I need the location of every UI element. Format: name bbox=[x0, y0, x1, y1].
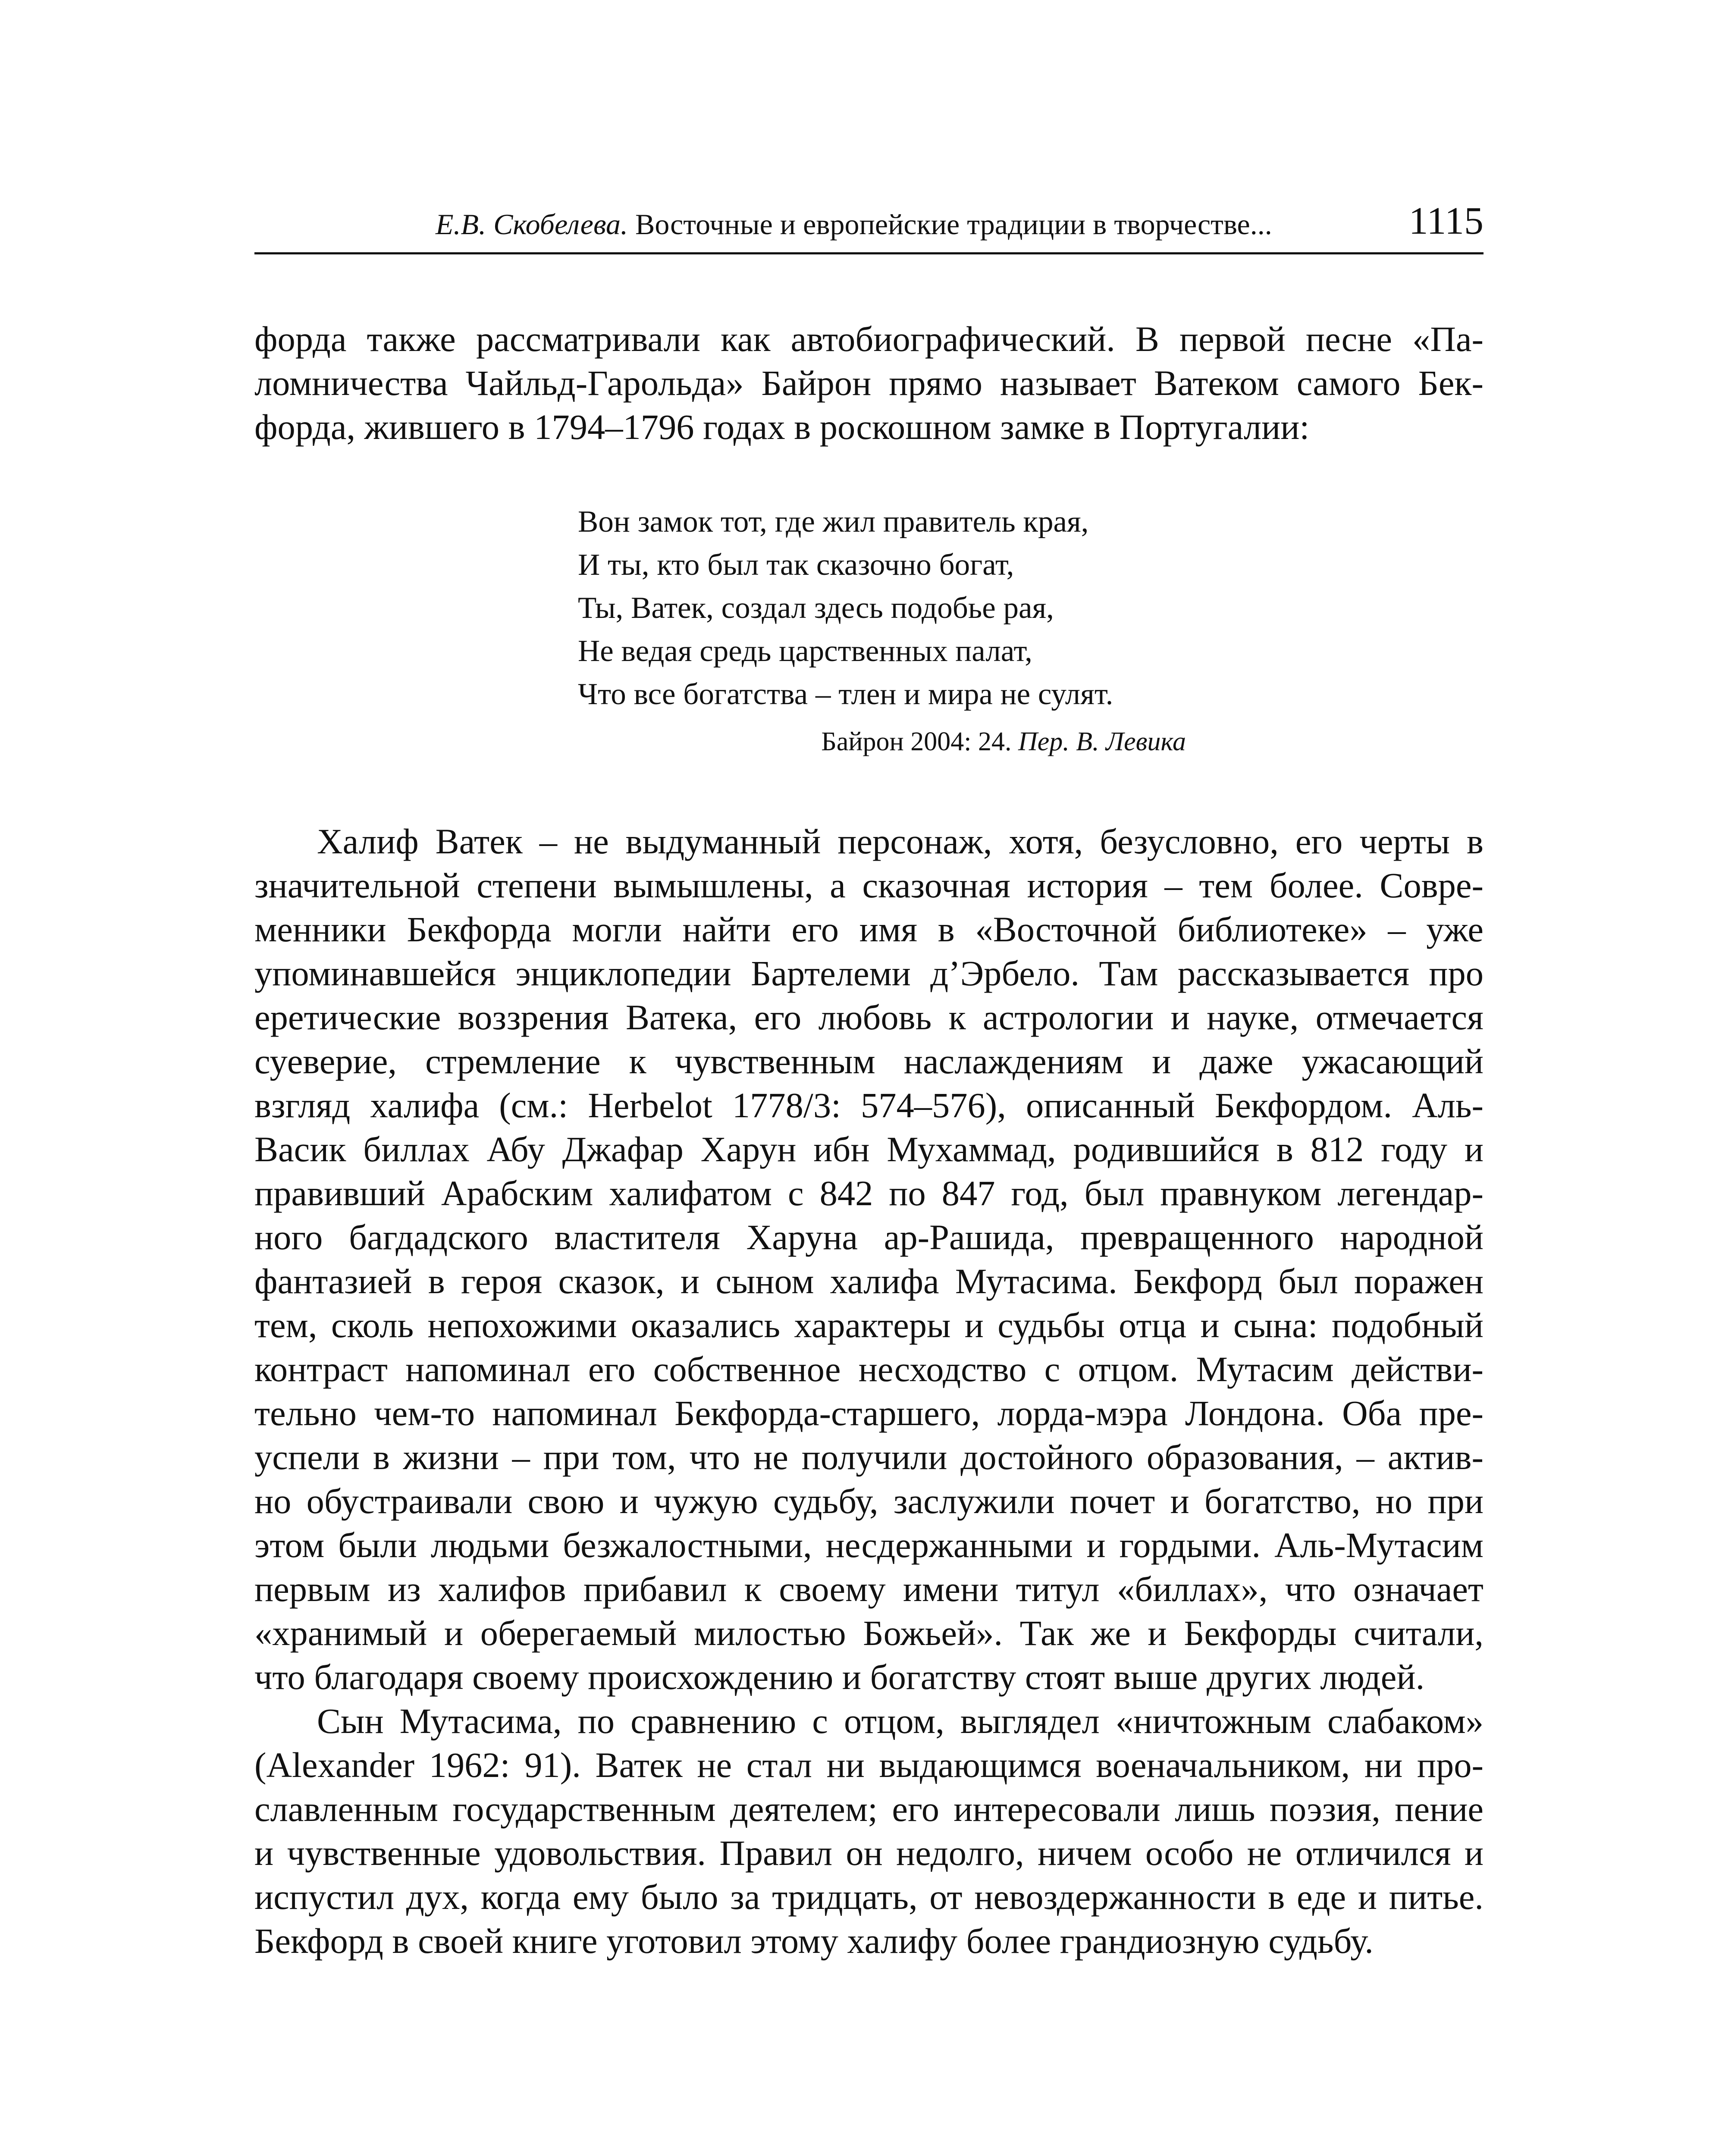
text-line: взгляд халифа (см.: Herbelot 1778/3: 574–576), описанный Бекфордом. Аль- bbox=[254, 1085, 1484, 1125]
verse-source bbox=[254, 724, 1186, 759]
text-line: форда также рассматривали как автобиографический. В первой песне «Па- bbox=[254, 319, 1484, 359]
running-head bbox=[254, 196, 1484, 254]
text-line: «хранимый и оберегаемый милостью Божьей». Так же и Бекфорды считали, bbox=[254, 1613, 1484, 1653]
text-line: но обустраивали свою и чужую судьбу, заслужили почет и богатство, но при bbox=[254, 1481, 1484, 1521]
verse-translator: Пер. В. Левика bbox=[1018, 727, 1186, 756]
verse-line: Ты, Ватек, создал здесь подобье рая, bbox=[578, 591, 1054, 625]
text-line: Сын Мутасима, по сравнению с отцом, выглядел «ничтожным слабаком» bbox=[317, 1701, 1484, 1741]
text-line: этом были людьми безжалостными, несдержанными и гордыми. Аль-Мутасим bbox=[254, 1525, 1484, 1565]
verse-quotation bbox=[578, 500, 1113, 716]
verse-citation: Байрон 2004: 24. bbox=[821, 727, 1012, 756]
text-line: значительной степени вымышлены, а сказочная история – тем более. Совре- bbox=[254, 865, 1484, 905]
text-line: фантазией в героя сказок, и сыном халифа Мутасима. Бекфорд был поражен bbox=[254, 1261, 1484, 1301]
verse-line: И ты, кто был так сказочно богат, bbox=[578, 548, 1014, 582]
text-line: тельно чем-то напоминал Бекфорда-старшего, лорда-мэра Лондона. Оба пре- bbox=[254, 1393, 1484, 1433]
page-number: 1115 bbox=[1408, 200, 1484, 242]
text-line: успели в жизни – при том, что не получили достойного образования, – актив- bbox=[254, 1437, 1484, 1477]
paragraph-2 bbox=[254, 819, 1484, 1699]
running-head-author: Е.В. Скобелева. bbox=[436, 208, 628, 241]
text-line: Халиф Ватек – не выдуманный персонаж, хотя, безусловно, его черты в bbox=[317, 821, 1484, 861]
text-line: и чувственные удовольствия. Правил он недолго, ничем особо не отличился и bbox=[254, 1833, 1484, 1873]
text-line: славленным государственным деятелем; его интересовали лишь поэзия, пение bbox=[254, 1789, 1484, 1829]
text-line: тем, сколь непохожими оказались характеры и судьбы отца и сына: подобный bbox=[254, 1305, 1484, 1345]
text-line: (Alexander 1962: 91). Ватек не стал ни выдающимся военачальником, ни про- bbox=[254, 1745, 1484, 1785]
text-line: правивший Арабским халифатом с 842 по 847 год, был правнуком легендар- bbox=[254, 1173, 1484, 1213]
text-line: контраст напоминал его собственное несходство с отцом. Мутасим действи- bbox=[254, 1349, 1484, 1389]
running-head-work-title: Восточные и европейские традиции в творчестве... bbox=[635, 208, 1272, 241]
text-line: Бекфорд в своей книге уготовил этому халифу более грандиозную судьбу. bbox=[254, 1921, 1374, 1961]
verse-line: Вон замок тот, где жил правитель края, bbox=[578, 505, 1089, 539]
text-line: что благодаря своему происхождению и богатству стоят выше других людей. bbox=[254, 1657, 1425, 1697]
paragraph-1 bbox=[254, 317, 1484, 449]
running-head-title bbox=[436, 205, 1272, 244]
text-line: менники Бекфорда могли найти его имя в «Восточной библиотеке» – уже bbox=[254, 909, 1484, 949]
text-line: испустил дух, когда ему было за тридцать, от невоздержанности в еде и питье. bbox=[254, 1877, 1484, 1917]
text-line: еретические воззрения Ватека, его любовь к астрологии и науке, отмечается bbox=[254, 997, 1484, 1037]
text-line: ного багдадского властителя Харуна ар-Рашида, превращенного народной bbox=[254, 1217, 1484, 1257]
text-line: Васик биллах Абу Джафар Харун ибн Мухаммад, родившийся в 812 году и bbox=[254, 1129, 1484, 1169]
text-line: суеверие, стремление к чувственным наслаждениям и даже ужасающий bbox=[254, 1041, 1484, 1081]
verse-line: Не ведая средь царственных палат, bbox=[578, 634, 1032, 668]
text-line: ломничества Чайльд-Гарольда» Байрон прямо называет Ватеком самого Бек- bbox=[254, 363, 1484, 403]
text-line: первым из халифов прибавил к своему имени титул «биллах», что означает bbox=[254, 1569, 1484, 1609]
text-line: упоминавшейся энциклопедии Бартелеми д’Эрбело. Там рассказывается про bbox=[254, 953, 1484, 993]
text-line: форда, жившего в 1794–1796 годах в роскошном замке в Португалии: bbox=[254, 407, 1310, 447]
verse-line: Что все богатства – тлен и мира не сулят. bbox=[578, 677, 1113, 711]
paragraph-3 bbox=[254, 1699, 1484, 1963]
